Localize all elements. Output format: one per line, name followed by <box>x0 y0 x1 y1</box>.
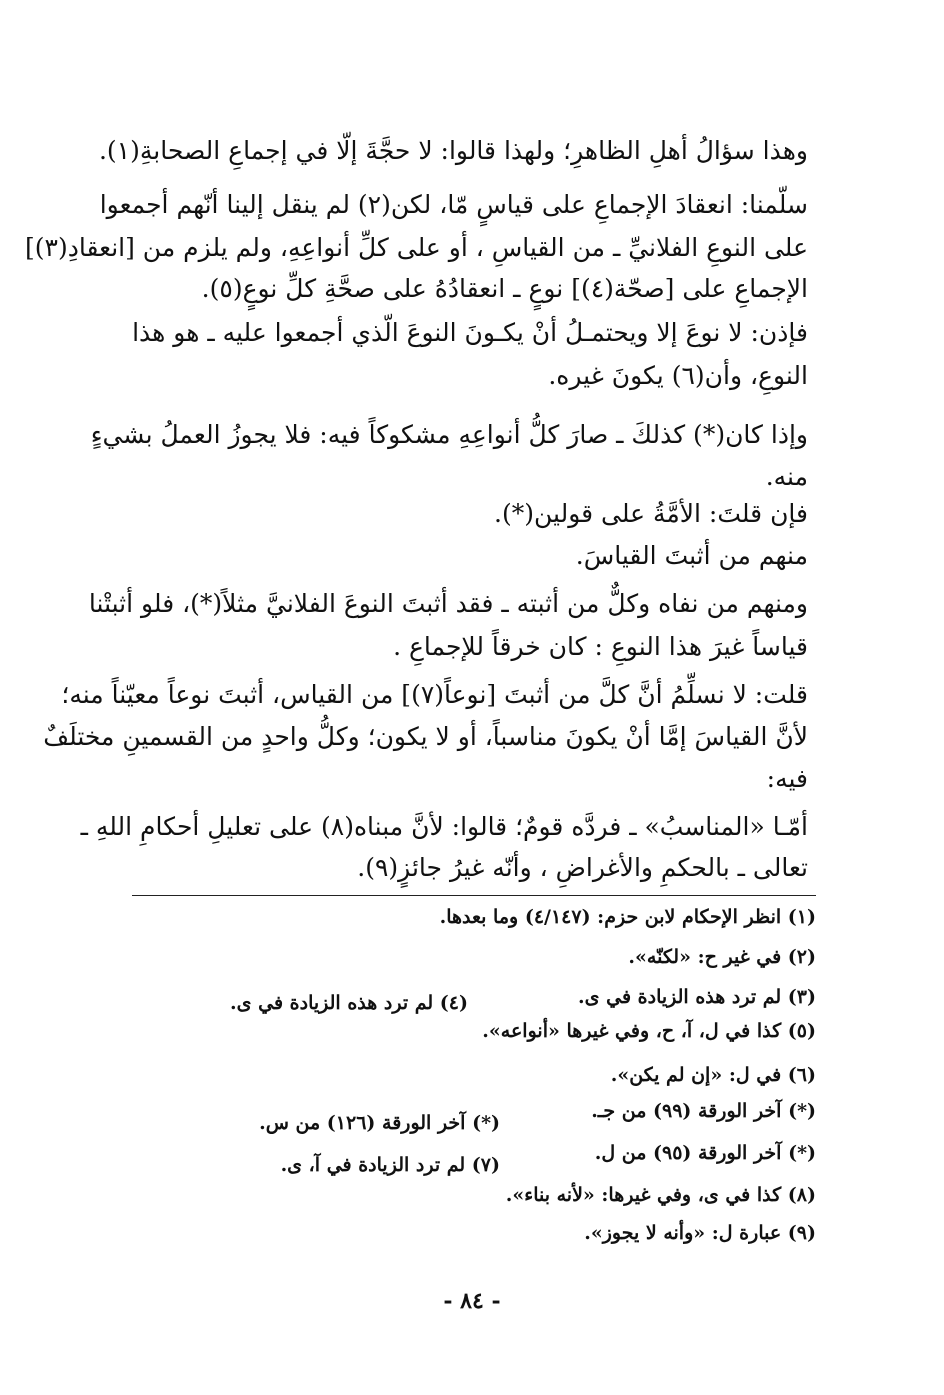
body-line: الإجماعِ على [صحّة(٤)] نوعٍ ـ انعقادُهُ على صحَّةِ كلِّ نوعٍ(٥). <box>201 274 808 303</box>
body-line: منه. <box>765 462 808 491</box>
footnote: (٧) لم ترد الزيادة في آ، ى. <box>280 1154 500 1176</box>
footnote: (*) آخر الورقة (٩٩) من جـ. <box>591 1100 816 1122</box>
footnote: (٨) كذا في ى، وفي غيرها: «لأنه بناء». <box>505 1184 816 1206</box>
body-line: على النوعِ الفلانيِّ ـ من القياسِ ، أو على كلِّ أنواعِهِ، ولم يلزم من [انعقادِ(٣)] <box>25 233 808 262</box>
body-line: تعالى ـ بالحكمِ والأغراضِ ، وأنّه غيرُ جائزٍ(٩). <box>357 853 808 882</box>
body-line: فإن قلتَ: الأمَّةُ على قولين(*). <box>494 499 808 528</box>
page-number: - ٨٤ - <box>443 1288 501 1314</box>
footnote: (٣) لم ترد هذه الزيادة في ى. <box>578 986 816 1008</box>
body-line: سلّمنا: انعقادَ الإجماعِ على قياسٍ مّا، لكن(٢) لم ينقل إلينا أنّهم أجمعوا <box>99 190 808 219</box>
footnote: (٢) في غير ح: «لكنّه». <box>628 946 816 968</box>
body-line: وإذا كان(*) كذلكَ ـ صارَ كلُّ أنواعِهِ مشكوكاً فيه: فلا يجوزُ العملُ بشيءٍ <box>90 420 808 449</box>
body-line: النوعِ، وأن(٦) يكونَ غيره. <box>548 361 808 390</box>
footnote: (*) آخر الورقة (٩٥) من ل. <box>594 1142 816 1164</box>
footnote: (٩) عبارة ل: «وأنه لا يجوز». <box>584 1222 816 1244</box>
body-line: لأنَّ القياسَ إمَّا أنْ يكونَ مناسباً، أو لا يكون؛ وكلُّ واحدٍ من القسمينِ مختلَفٌ <box>43 722 808 751</box>
footnote: (٤) لم ترد هذه الزيادة في ى. <box>230 992 468 1014</box>
footnote: (٦) في ل: «إن لم يكن». <box>610 1064 816 1086</box>
footnote: (٥) كذا في ل، آ، ح، وفي غيرها «أنواعه». <box>482 1020 816 1042</box>
body-line: وهذا سؤالُ أهلِ الظاهرِ؛ ولهذا قالوا: لا حجَّةَ إلّا في إجماعِ الصحابةِ(١). <box>98 136 808 165</box>
footnote: (*) آخر الورقة (١٢٦) من س. <box>259 1112 500 1134</box>
body-line: قياساً غيرَ هذا النوعِ : كان خرقاً للإجماعِ . <box>393 632 808 661</box>
body-line: أمّـا «المناسبُ» ـ فردَّه قومٌ؛ قالوا: لأنَّ مبناه(٨) على تعليلِ أحكامِ اللهِ ـ <box>80 812 808 841</box>
body-line: منهم من أثبتَ القياسَ. <box>575 541 808 570</box>
body-line: قلت: لا نسلِّمُ أنَّ كلَّ من أثبتَ [نوعاً(٧)] من القياس، أثبتَ نوعاً معيّناً منه؛ <box>61 680 808 709</box>
body-line: فإذن: لا نوعَ إلا ويحتمـلُ أنْ يكـونَ النوعَ الّذي أجمعوا عليه ـ هو هذا <box>132 318 808 347</box>
footnote: (١) انظر الإحكام لابن حزم: (٤/١٤٧) وما بعدها. <box>439 906 816 928</box>
footnote-separator <box>132 895 816 896</box>
body-line: ومنهم من نفاه وكلٌّ من أثبته ـ فقد أثبتَ النوعَ الفلانيَّ مثلاً(*)، فلو أثبتْنا <box>88 589 808 618</box>
body-line: فيه: <box>766 764 808 793</box>
